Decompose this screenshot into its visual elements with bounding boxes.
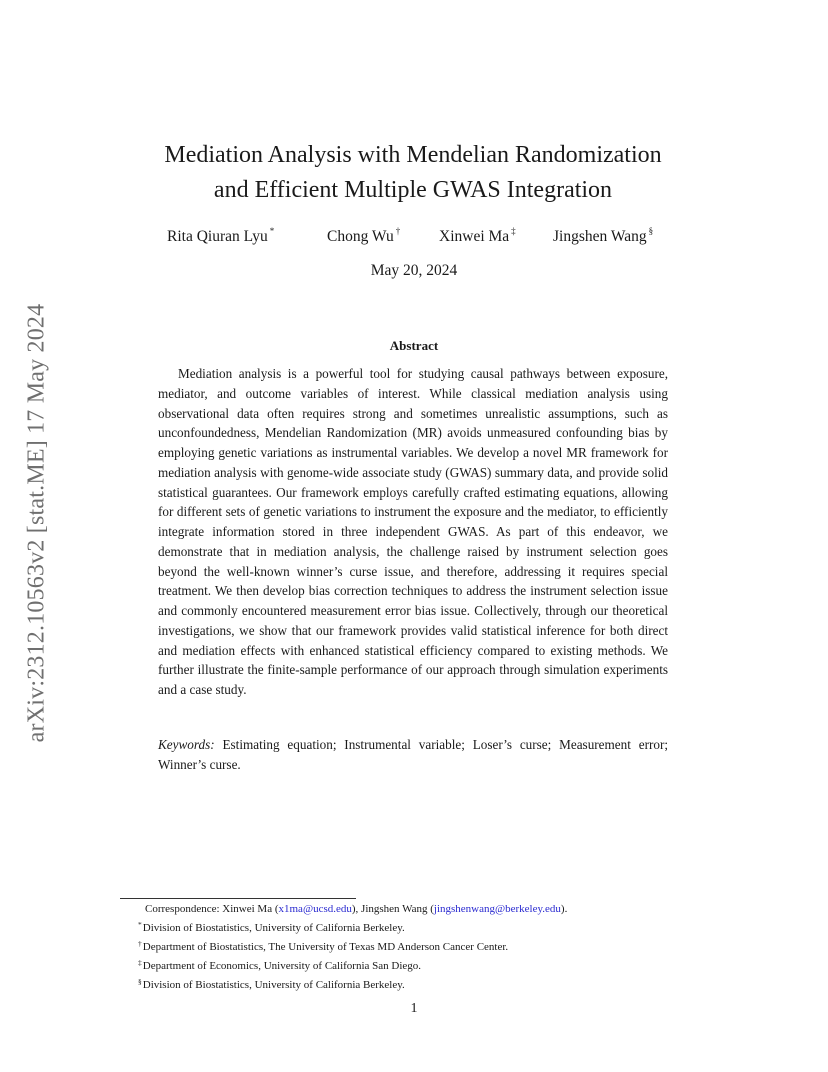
footnote-affiliation-4 [138, 974, 698, 993]
author-4 [553, 226, 653, 246]
email-link-xinwei-ma[interactable]: x1ma@ucsd.edu [278, 903, 352, 915]
page-number: 1 [410, 1001, 418, 1016]
author-2-name: Chong Wu [327, 228, 394, 245]
author-1 [167, 226, 274, 246]
footnote-text-2: Department of Biostatistics, The University of Texas MD Anderson Cancer Center. [142, 941, 509, 953]
footnote-mark-2: † [138, 939, 142, 948]
author-3-name: Xinwei Ma [439, 228, 510, 245]
author-3-mark: ‡ [511, 226, 516, 236]
author-list [0, 226, 828, 248]
footnote-text-4: Division of Biostatistics, University of California Berkeley. [142, 979, 405, 991]
paper-title-line-2: and Efficient Multiple GWAS Integration [213, 177, 613, 203]
author-1-name: Rita Qiuran Lyu [167, 228, 268, 245]
footnote-mark-3: ‡ [138, 958, 142, 967]
footnote-divider [120, 898, 356, 899]
email-link-jingshen-wang[interactable]: jingshenwang@berkeley.edu [433, 903, 561, 915]
publication-date: May 20, 2024 [370, 262, 458, 279]
footnote-mark-4: § [138, 977, 142, 986]
author-4-name: Jingshen Wang [553, 228, 647, 245]
footnote-text-1: Division of Biostatistics, University of California Berkeley. [142, 922, 405, 934]
keywords-text: Estimating equation; Instrumental variable; Loser’s curse; Measurement error; Winner’s curse. [158, 737, 668, 772]
footnotes [138, 902, 698, 993]
correspondence-note [138, 902, 698, 917]
footnote-affiliation-1 [138, 917, 698, 936]
paper-title [120, 138, 706, 208]
paper-title-line-1: Mediation Analysis with Mendelian Randomization [164, 142, 662, 168]
footnote-text-3: Department of Economics, University of California San Diego. [142, 960, 422, 972]
author-3 [439, 226, 516, 246]
abstract-heading: Abstract [389, 338, 439, 353]
arxiv-identifier-stamp[interactable]: arXiv:2312.10563v2 [stat.ME] 17 May 2024 [23, 303, 50, 743]
author-1-mark: * [269, 226, 275, 236]
footnote-affiliation-2 [138, 936, 698, 955]
author-2 [327, 226, 400, 246]
abstract-text: Mediation analysis is a powerful tool for studying causal pathways between exposure, mediator, and outcome variables of interest. While classical mediation analysis using observational data often requires strong and sometimes unrealistic assumptions, such as unconfoundedness, Mendelian Randomization (MR) avoids unmeasured confounding bias by employing genetic variations as instrumental variables. We develop a novel MR framework for mediation analysis with genome-wide associate study (GWAS) summary data, and provide solid statistical guarantees. Our framework employs carefully crafted estimating equations, allowing for different sets of genetic variations to instrument the exposure and the mediator, to efficiently integrate information stored in three independent GWAS. As part of this endeavor, we demonstrate that in mediation analysis, the challenge raised by instrument selection goes beyond the well-known winner’s curse issue, and therefore, addressing it requires special treatment. We then develop bias correction techniques to address the instrument selection issue and commonly encountered measurement error bias issue. Collectively, through our theoretical investigations, we show that our framework provides valid statistical inference for both direct and mediation effects with enhanced statistical efficiency compared to existing methods. We further illustrate the finite-sample performance of our approach through simulation experiments and a case study. [158, 366, 668, 697]
keywords-section [158, 735, 668, 775]
correspondence-middle: ), Jingshen Wang ( [351, 903, 434, 915]
keywords-label: Keywords: [158, 737, 215, 752]
correspondence-prefix: Correspondence: Xinwei Ma ( [145, 903, 279, 915]
author-2-mark: † [395, 226, 401, 236]
author-4-mark: § [648, 226, 654, 236]
footnote-affiliation-3 [138, 955, 698, 974]
footnote-mark-1: * [138, 920, 142, 929]
correspondence-suffix: ). [560, 903, 568, 915]
